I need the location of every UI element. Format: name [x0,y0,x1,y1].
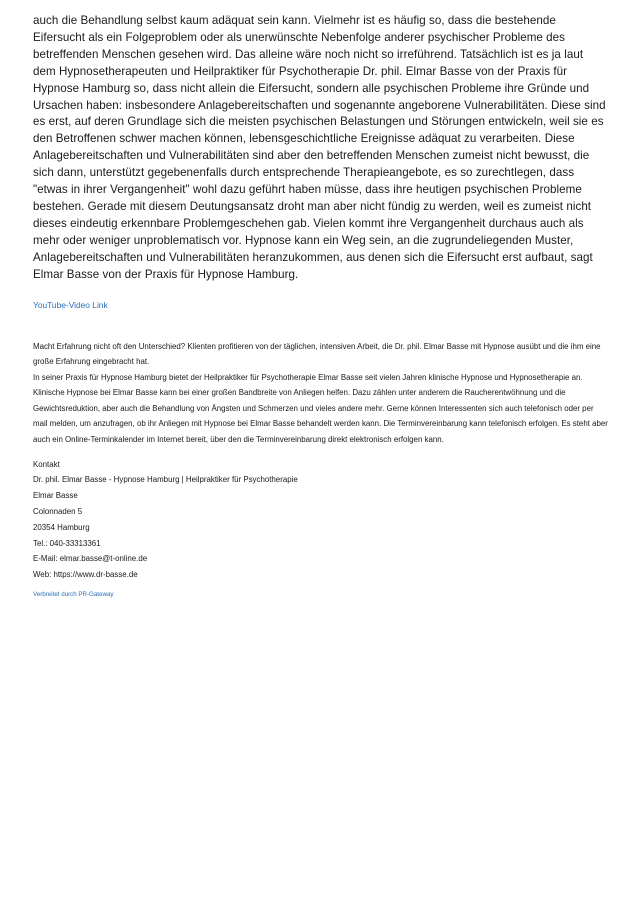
article-body: auch die Behandlung selbst kaum adäquat sein kann. Vielmehr ist es häufig so, dass die bestehende Eifersucht als ein Folgeproblem oder als unerwünschte Nebenfolge anderer psychischer Probleme des betreffenden Menschen gesehen wird. Das alleine wäre noch nicht so irreführend. Tatsächlich ist es ja laut dem Hypnosetherapeuten und Heilpraktiker für Psychotherapie Dr. phil. Elmar Basse von der Praxis für Hypnose Hamburg so, dass nicht allein die Eifersucht, sondern alle psychischen Probleme ihre Gründe und Ursachen haben: insbesondere Anlagebereitschaften und sogenannte angeborene Vulnerabilitäten. Diese sind es erst, auf deren Grundlage sich die meisten psychischen Belastungen und Störungen entwickeln, weil sie es den Betroffenen schwer machen können, lebensgeschichtliche Ereignisse adäquat zu verarbeiten. Diese Anlagebereitschaften und Vulnerabilitäten sind aber den betreffenden Menschen zumeist nicht bewusst, die sich dann, unterstützt gegebenenfalls durch entsprechende Therapieangebote, es so zurechtlegen, dass "etwas in ihrer Vergangenheit" wohl dazu geführt haben müsse, dass ihre heutigen psychischen Probleme bestehen. Gerade mit diesem Deutungsansatz droht man aber nicht fündig zu werden, weil es zumeist nicht dieses eindeutig erkennbare Problemgeschehen gab. Vielen kommt ihre Vergangenheit durchaus auch als mehr oder weniger unproblematisch vor. Hypnose kann ein Weg sein, an die zugrundeliegenden Muster, Anlagebereitschaften und Vulnerabilitäten heranzukommen, aus denen sich die Eifersucht erst aufbaut, sagt Elmar Basse von der Praxis für Hypnose Hamburg. [33,14,606,281]
youtube-video-link[interactable]: YouTube-Video Link [33,299,108,310]
contact-company: Dr. phil. Elmar Basse - Hypnose Hamburg | Heilpraktiker für Psychotherapie [33,475,298,485]
contact-phone: Tel.: 040-33313361 [33,538,101,548]
contact-city: 20354 Hamburg [33,522,90,532]
pr-gateway-link[interactable]: Verbreitet durch PR-Gateway [33,591,114,599]
about-paragraph-1: Macht Erfahrung nicht oft den Unterschied? Klienten profitieren von der täglichen, intensiven Arbeit, die Dr. phil. Elmar Basse mit Hypnose ausübt und die ihm eine große Erfahrung eingebracht hat. [33,341,601,367]
contact-web: Web: https://www.dr-basse.de [33,570,138,580]
contact-email: E-Mail: elmar.basse@t-online.de [33,554,148,564]
document-page [33,13,608,598]
contact-heading: Kontakt [33,459,60,469]
about-section [33,339,608,448]
contact-street: Colonnaden 5 [33,507,83,517]
contact-block [33,457,608,583]
contact-name: Elmar Basse [33,491,78,501]
about-paragraph-2: In seiner Praxis für Hypnose Hamburg bietet der Heilpraktiker für Psychotherapie Elmar Basse seit vielen Jahren klinische Hypnose und Hypnosetherapie an. Klinische Hypnose bei Elmar Basse kann bei einer großen Bandbreite von Anliegen helfen. Dazu zählen unter anderem die Raucherentwöhnung und die Gewichtsreduktion, aber auch die Behandlung von Ängsten und Schmerzen und vieles andere mehr. Gerne können Interessenten sich auch telefonisch oder per mail melden, um anzufragen, ob ihr Anliegen mit Hypnose bei Elmar Basse behandelt werden kann. Die Terminvereinbarung kann telefonisch erfolgen. Es steht aber auch ein Online-Terminkalender im Internet bereit, über den die Terminvereinbarung direkt elektronisch erfolgen kann. [33,372,608,445]
